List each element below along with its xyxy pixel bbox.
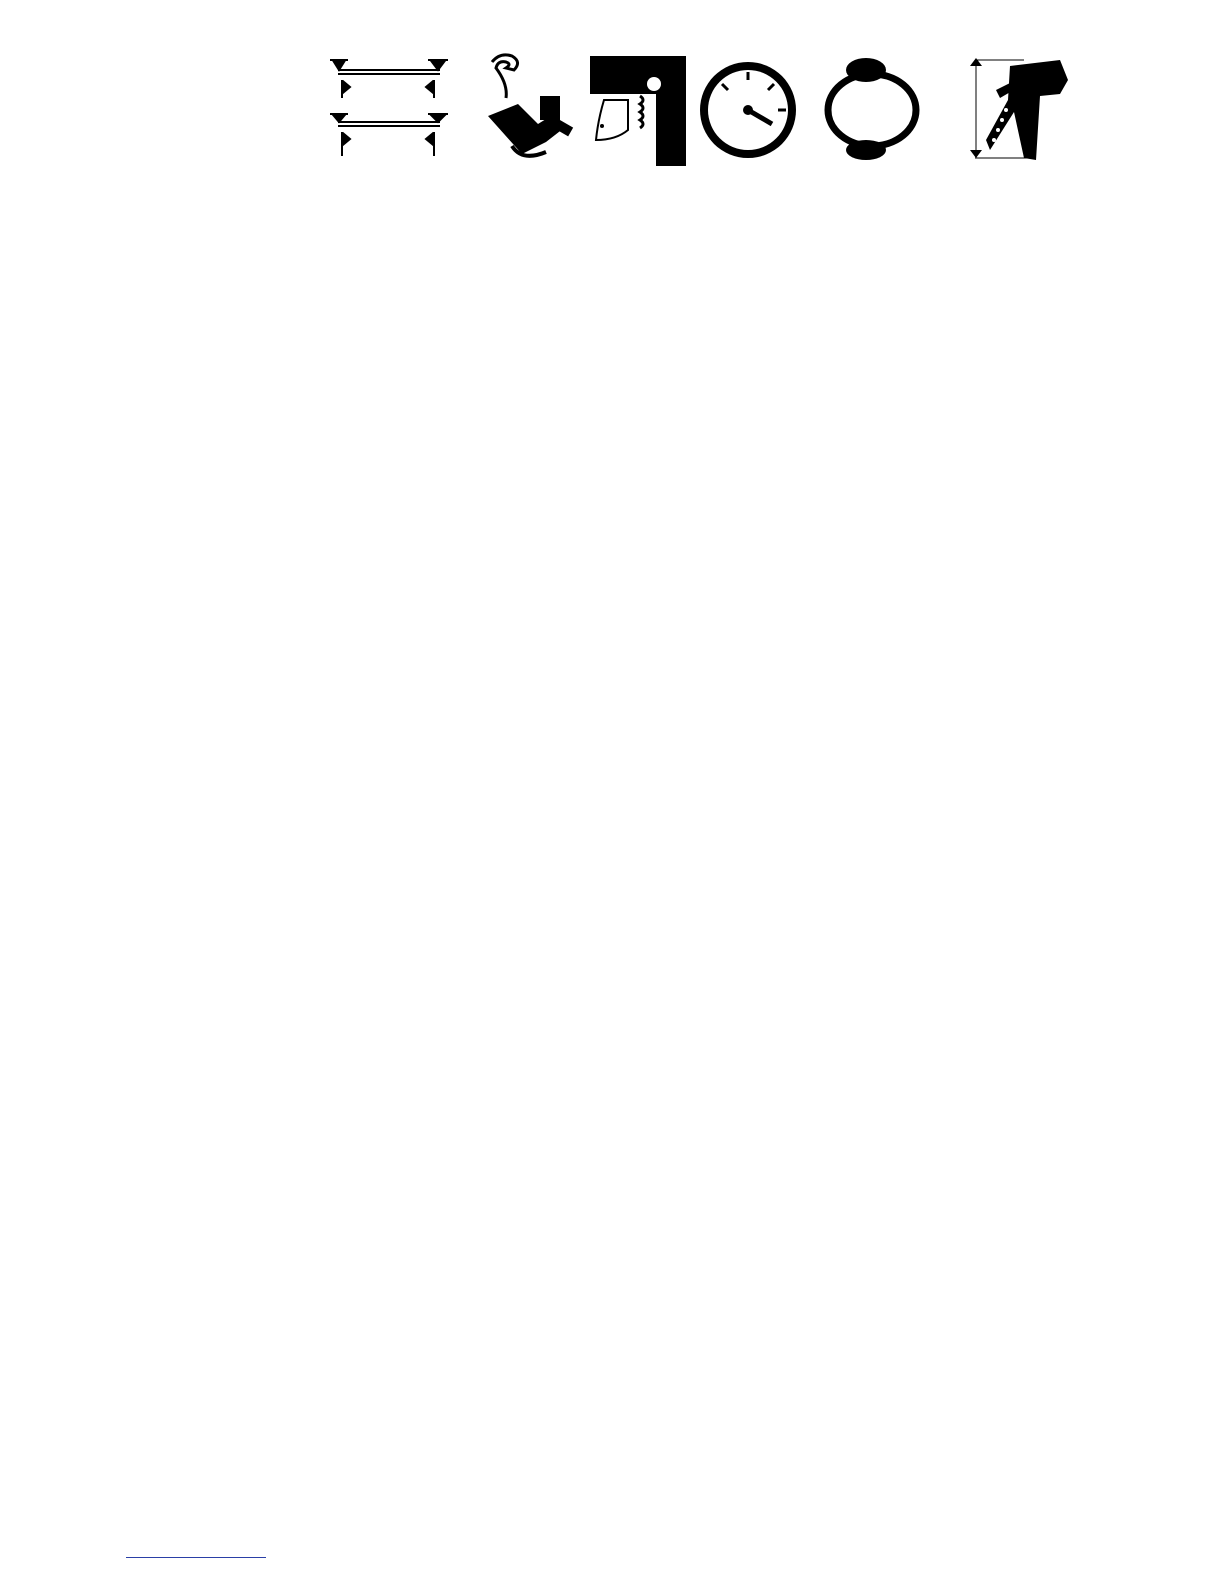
nailer-icon — [970, 58, 1068, 160]
footer-rule — [126, 1557, 266, 1558]
air-fitting-icon — [488, 55, 573, 156]
magazine-spring-icon — [590, 56, 686, 166]
fastener-dimensions-icon — [330, 60, 448, 156]
pressure-gauge-icon — [700, 62, 796, 158]
o-ring-icon — [828, 58, 916, 160]
